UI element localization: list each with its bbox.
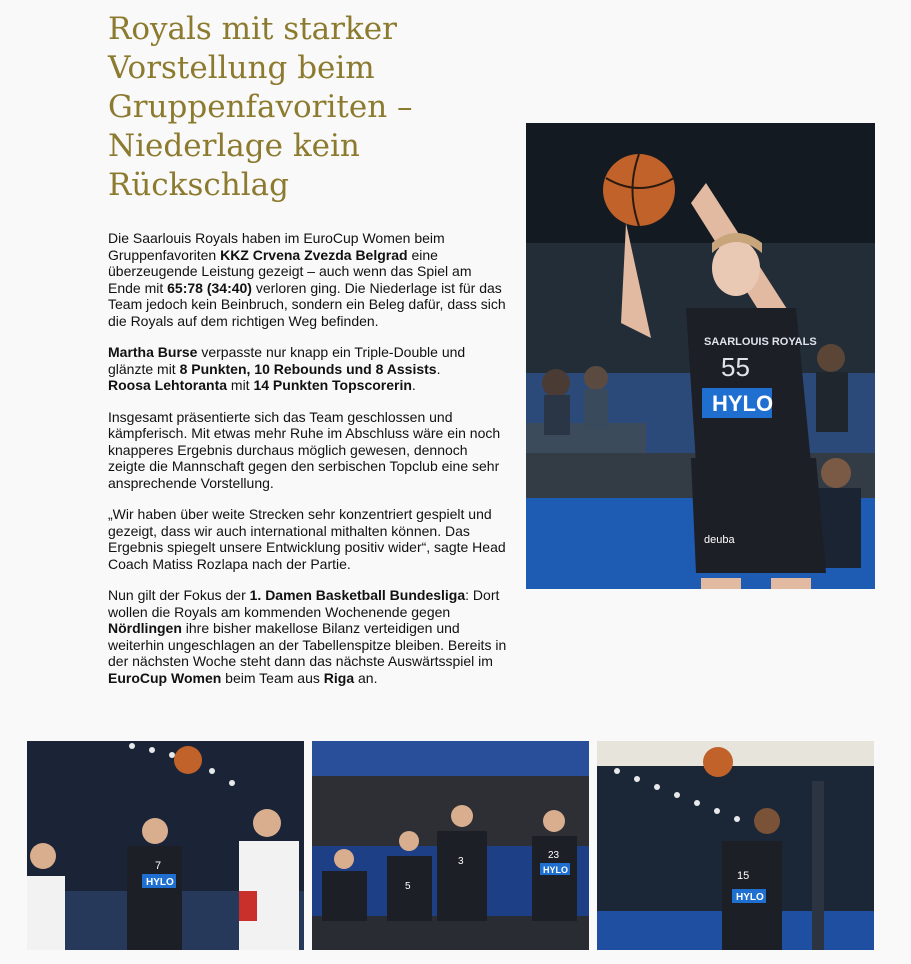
ball-shape (703, 747, 733, 777)
sponsor-text: HYLO (146, 877, 174, 888)
jersey-number-c: 23 (548, 850, 560, 861)
article-paragraph-players: Martha Burse verpasste nur knapp ein Triple-Double und glänzte mit 8 Punkten, 10 Rebounds und 8 Assists. Roosa Lehtoranta mit 14 Punkten Topscorerin. (108, 344, 466, 393)
jersey-number: 55 (721, 352, 750, 382)
hero-photo[interactable] (526, 123, 875, 589)
jersey-team-text: SAARLOUIS ROYALS (704, 336, 817, 348)
sponsor-text: HYLO (543, 865, 569, 875)
article-paragraph-quote: „Wir haben über weite Strecken sehr konzentriert gespielt und gezeigt, dass wir auch international mithalten können. Das Ergebnis spiegelt unsere Entwicklung positiv wider“, sagte Head Coach Matiss Rozlapa nach der Partie. (108, 506, 506, 572)
article-headline: Royals mit starker Vorstellung beim Gruppenfavoriten – Niederlage kein Rückschlag (108, 11, 413, 203)
gallery-photo-1-illustration (27, 741, 304, 950)
ball-shape (603, 154, 675, 226)
sponsor-text: HYLO (736, 892, 764, 903)
jersey-number: 7 (155, 860, 162, 872)
sponsor-text: HYLO (712, 391, 774, 416)
hero-photo-illustration (526, 123, 875, 589)
shorts-logo-text: deuba (704, 534, 735, 546)
article-paragraph-summary: Insgesamt präsentierte sich das Team geschlossen und kämpferisch. Mit etwas mehr Ruhe im Abschluss wäre ein noch knapperes Ergebnis durchaus möglich gewesen, dennoch zeigte die Mannschaft gegen den serbischen Topclub eine sehr ansprechende Vorstellung. (108, 408, 501, 491)
gallery-photo-3[interactable] (597, 741, 874, 950)
article-body (108, 230, 508, 701)
gallery-photo-2[interactable] (312, 741, 589, 950)
jersey-number-b: 3 (458, 856, 464, 867)
article-paragraph-outlook: Nun gilt der Fokus der 1. Damen Basketball Bundesliga: Dort wollen die Royals am kommenden Wochenende gegen Nördlingen ihre bisher makellose Bilanz verteidigen und weiterhin ungeschlagen an der Tabellenspitze bleiben. Bereits in der nächsten Woche steht dann das nächste Auswärtsspiel im EuroCup Women beim Team aus Riga an. (108, 587, 507, 686)
jersey-number-a: 5 (405, 881, 411, 892)
gallery-photo-1[interactable] (27, 741, 304, 950)
jersey-number: 15 (737, 870, 750, 882)
gallery-photo-3-illustration (597, 741, 874, 950)
article-paragraph-intro: Die Saarlouis Royals haben im EuroCup Women beim Gruppenfavoriten KKZ Crvena Zvezda Belgrad eine überzeugende Leistung gezeigt – auch wenn das Spiel am Ende mit 65:78 (34:40) verloren ging. Die Niederlage ist für das Team jedoch kein Beinbruch, sondern ein Beleg dafür, dass sich die Royals auf dem richtigen Weg befinden. (108, 230, 506, 329)
gallery-photo-2-illustration (312, 741, 589, 950)
ball-shape (174, 746, 202, 774)
